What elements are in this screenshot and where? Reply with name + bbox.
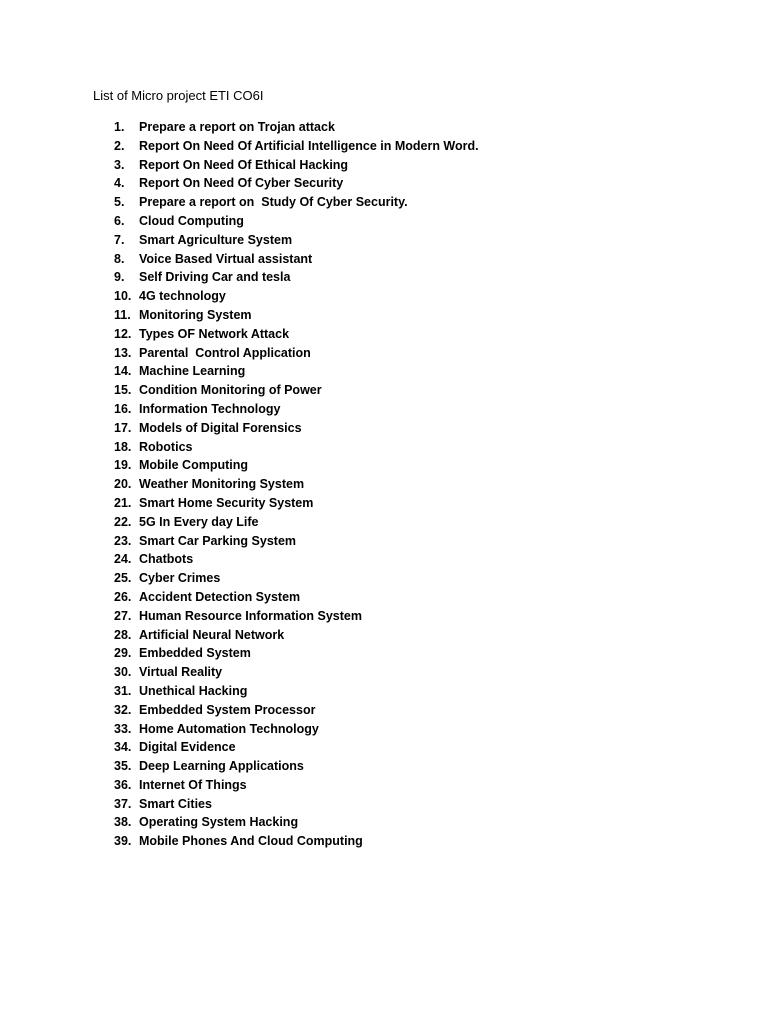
list-item — [0, 456, 768, 475]
list-item-text: Robotics — [139, 439, 193, 454]
list-item-text: Cyber Crimes — [139, 571, 221, 586]
list-item — [0, 438, 768, 457]
list-item-number: 3. — [114, 157, 125, 172]
list-item-text: Information Technology — [139, 401, 281, 416]
list-item — [0, 475, 768, 494]
list-item-text: Virtual Reality — [139, 665, 223, 680]
list-item-text: Deep Learning Applications — [139, 759, 304, 774]
list-item-number: 13. — [114, 345, 132, 360]
list-item — [0, 381, 768, 400]
list-item — [0, 626, 768, 645]
list-item — [0, 795, 768, 814]
list-item — [0, 306, 768, 325]
list-item-text: Internet Of Things — [139, 777, 247, 792]
list-item — [0, 813, 768, 832]
document-title: List of Micro project ETI CO6I — [93, 88, 264, 103]
list-item-number: 30. — [114, 665, 132, 680]
list-item-text: Smart Car Parking System — [139, 533, 297, 548]
list-item-number: 24. — [114, 552, 132, 567]
list-item-text: Report On Need Of Artificial Intelligence in Modern Word. — [139, 138, 479, 153]
list-item — [0, 757, 768, 776]
list-item-number: 16. — [114, 401, 132, 416]
list-item — [0, 287, 768, 306]
list-item-text: Models of Digital Forensics — [139, 420, 302, 435]
list-item-number: 22. — [114, 514, 132, 529]
list-item-number: 6. — [114, 213, 125, 228]
list-item-number: 39. — [114, 834, 132, 849]
list-item-text: Chatbots — [139, 552, 194, 567]
list-item-text: Artificial Neural Network — [139, 627, 285, 642]
list-item-number: 10. — [114, 289, 132, 304]
list-item — [0, 325, 768, 344]
list-item-number: 14. — [114, 364, 132, 379]
list-item-number: 1. — [114, 120, 125, 134]
list-item-text: Smart Cities — [139, 796, 212, 811]
list-item-text: Cloud Computing — [139, 213, 244, 228]
list-item — [0, 663, 768, 682]
list-item-number: 21. — [114, 495, 132, 510]
list-item — [0, 268, 768, 287]
list-item-text: Voice Based Virtual assistant — [139, 251, 313, 266]
list-item-text: Mobile Phones And Cloud Computing — [139, 834, 363, 849]
list-item-text: Smart Home Security System — [139, 495, 314, 510]
list-item-number: 2. — [114, 138, 125, 153]
list-item — [0, 362, 768, 381]
list-item-text: Embedded System Processor — [139, 702, 316, 717]
list-item — [0, 118, 768, 137]
list-item-number: 23. — [114, 533, 132, 548]
list-item — [0, 174, 768, 193]
list-item-number: 20. — [114, 477, 132, 492]
list-item — [0, 250, 768, 269]
list-item-number: 31. — [114, 683, 132, 698]
list-item-number: 36. — [114, 777, 132, 792]
list-item — [0, 231, 768, 250]
list-item-text: Report On Need Of Cyber Security — [139, 176, 344, 191]
list-item — [0, 156, 768, 175]
list-item-number: 26. — [114, 589, 132, 604]
list-item — [0, 419, 768, 438]
list-item — [0, 738, 768, 757]
list-item-number: 11. — [114, 307, 131, 322]
list-item-text: Monitoring System — [139, 307, 252, 322]
list-item — [0, 212, 768, 231]
list-item-number: 25. — [114, 571, 132, 586]
list-item-text: Unethical Hacking — [139, 683, 248, 698]
list-item-number: 35. — [114, 759, 132, 774]
list-item-text: Report On Need Of Ethical Hacking — [139, 157, 349, 172]
list-item — [0, 193, 768, 212]
list-item-number: 29. — [114, 646, 132, 661]
list-item — [0, 494, 768, 513]
list-item — [0, 776, 768, 795]
list-item — [0, 644, 768, 663]
list-item-number: 5. — [114, 195, 125, 210]
list-item — [0, 701, 768, 720]
list-item-text: Machine Learning — [139, 364, 246, 379]
list-item-text: Weather Monitoring System — [139, 477, 305, 492]
list-item — [0, 607, 768, 626]
micro-project-list — [0, 118, 768, 851]
list-item-text: Condition Monitoring of Power — [139, 383, 322, 398]
list-item-text: Home Automation Technology — [139, 721, 319, 736]
list-item-text: Operating System Hacking — [139, 815, 299, 830]
list-item-number: 4. — [114, 176, 125, 191]
list-item — [0, 720, 768, 739]
list-item-text: Smart Agriculture System — [139, 232, 293, 247]
list-item — [0, 832, 768, 851]
list-item-number: 32. — [114, 702, 132, 717]
list-item — [0, 682, 768, 701]
list-item-number: 17. — [114, 420, 132, 435]
list-item-number: 34. — [114, 740, 132, 755]
list-item-number: 7. — [114, 232, 125, 247]
list-item-text: Mobile Computing — [139, 458, 249, 473]
list-item-number: 38. — [114, 815, 132, 830]
list-item-text: Types OF Network Attack — [139, 326, 290, 341]
list-item — [0, 344, 768, 363]
list-item — [0, 513, 768, 532]
list-item-text: Digital Evidence — [139, 740, 236, 755]
list-item — [0, 532, 768, 551]
list-item-number: 9. — [114, 270, 125, 285]
list-item-number: 33. — [114, 721, 132, 736]
list-item-text: Accident Detection System — [139, 589, 301, 604]
list-item-number: 18. — [114, 439, 132, 454]
list-item-number: 8. — [114, 251, 125, 266]
list-item-number: 37. — [114, 796, 132, 811]
list-item-text: 5G In Every day Life — [139, 514, 259, 529]
list-item-text: Embedded System — [139, 646, 251, 661]
list-item-number: 28. — [114, 627, 132, 642]
list-item — [0, 400, 768, 419]
list-item-number: 19. — [114, 458, 132, 473]
list-item-text: Prepare a report on Trojan attack — [139, 120, 335, 134]
list-item-text: Human Resource Information System — [139, 608, 362, 623]
list-item — [0, 588, 768, 607]
list-item — [0, 569, 768, 588]
list-item-number: 27. — [114, 608, 132, 623]
list-item-text: 4G technology — [139, 289, 226, 304]
list-item-number: 12. — [114, 326, 132, 341]
list-item-text: Prepare a report on Study Of Cyber Security. — [139, 195, 408, 210]
list-item-text: Parental Control Application — [139, 345, 311, 360]
list-item — [0, 550, 768, 569]
list-item-text: Self Driving Car and tesla — [139, 270, 291, 285]
list-item — [0, 137, 768, 156]
list-item-number: 15. — [114, 383, 132, 398]
